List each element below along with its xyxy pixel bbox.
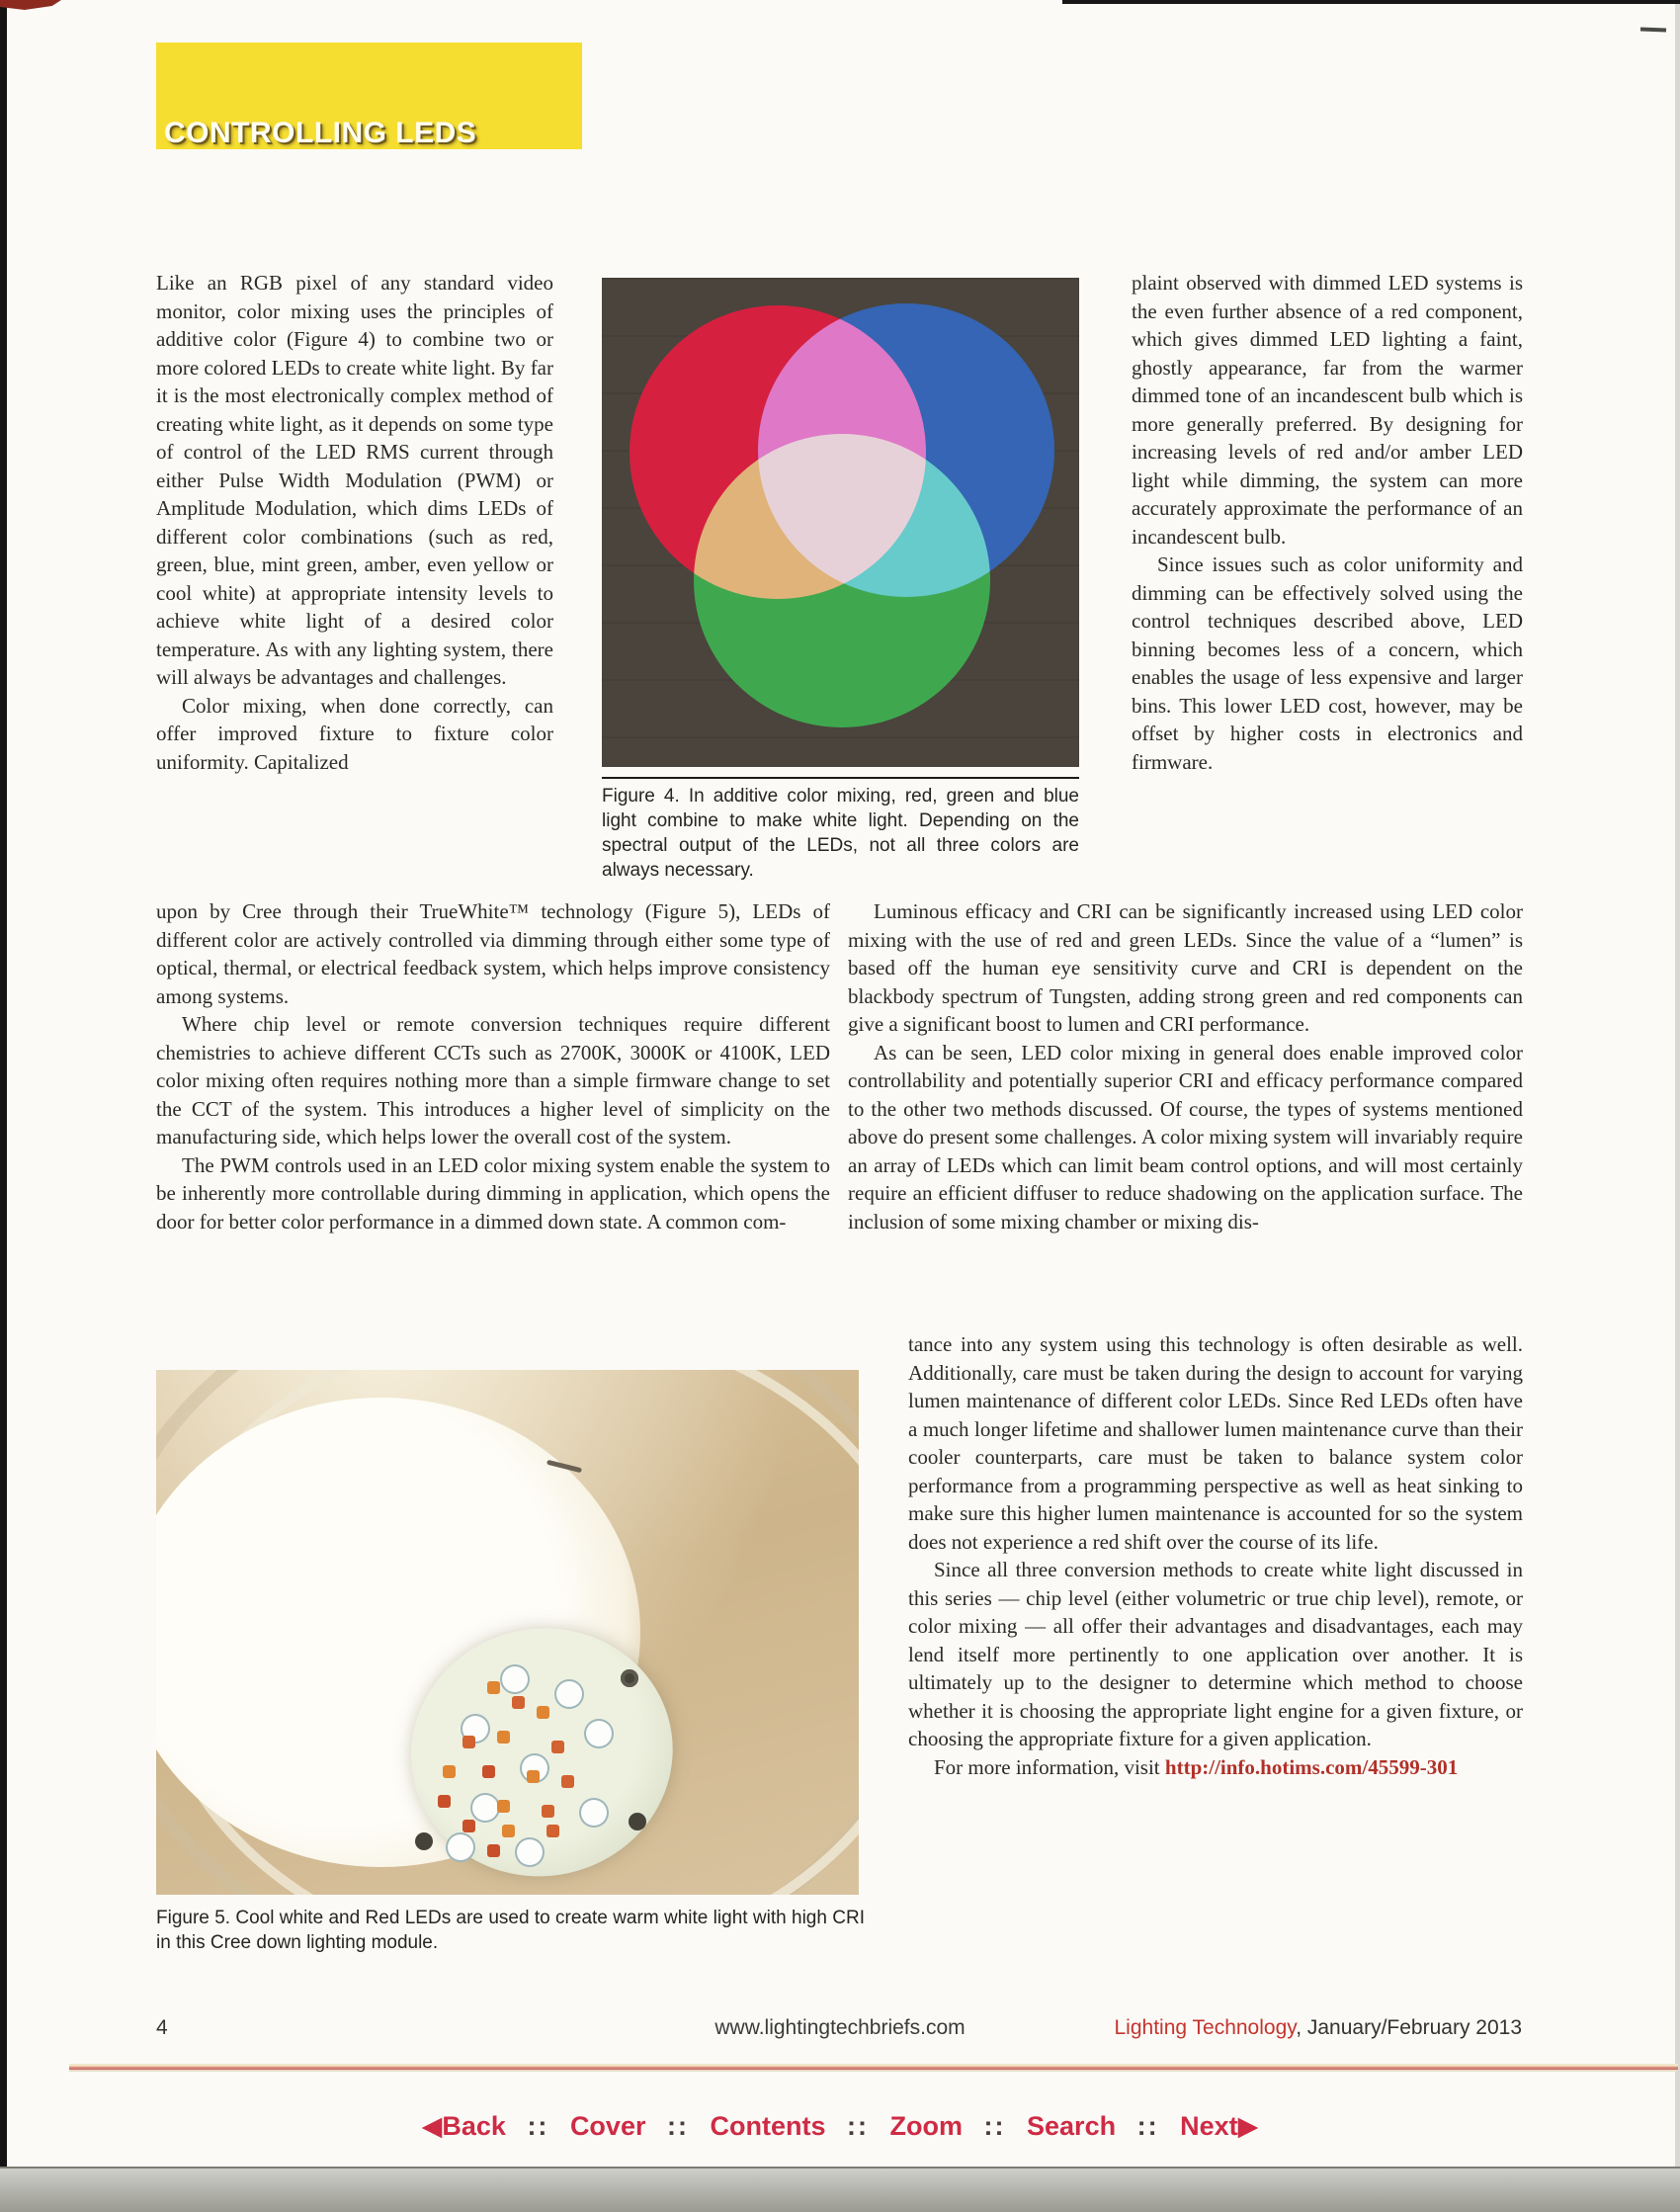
- scan-edge-right: [1675, 0, 1680, 2212]
- nav-cover[interactable]: Cover: [569, 2111, 646, 2141]
- body-paragraph: Like an RGB pixel of any standard video monitor, color mixing uses the principles of additive color (Figure 4) to combine two or more colored LEDs to create white light. By far it is the most electronically complex method of creating white light, as it depends on some type of control of the LED RMS current through either Pulse Width Modulation (PWM) or Amplitude Modulation, which dims LEDs of different color combinations (such as red, green, blue, mint green, amber, even yellow or cool white) at appropriate intensity levels to achieve white light of a desired color temperature. As with any lighting system, there will always be advantages and challenges.: [156, 271, 553, 689]
- page-title: CONTROLLING LEDS: [164, 117, 477, 149]
- column-mid-right: [848, 897, 1523, 1235]
- white-leds: [502, 1666, 528, 1692]
- column-left-top: [156, 269, 553, 776]
- column-mid-left: [156, 897, 830, 1235]
- red-led-chips: [487, 1681, 500, 1694]
- scan-edge-left: [0, 0, 7, 2212]
- viewer-nav-bar: [0, 2111, 1680, 2142]
- nav-separator: ::: [1136, 2111, 1159, 2141]
- footer-divider-rule: [69, 2064, 1678, 2072]
- footer-website: www.lightingtechbriefs.com: [714, 2016, 966, 2039]
- scan-mark-top-right: [1062, 0, 1680, 4]
- nav-separator: ::: [983, 2111, 1006, 2141]
- body-paragraph: Since issues such as color uniformity and dimming can be effectively solved using the control techniques described above, LED binning becomes less of a concern, which enables the usage of less expensive and larger bins. This lower LED cost, however, may be offset by higher costs in electronics and firmware.: [1132, 553, 1523, 774]
- body-paragraph: Color mixing, when done correctly, can offer improved fixture to fixture color uniformity. Capitalized: [156, 693, 553, 774]
- body-paragraph: Luminous efficacy and CRI can be significantly increased using LED color mixing with the use of red and green LEDs. Since the value of a “lumen” is based off the human eye sensitivity curve and CRI is dependent on the blackbody spectrum of Tungsten, adding strong green and red components can give a significant boost to lumen and CRI performance.: [848, 899, 1523, 1036]
- body-paragraph: As can be seen, LED color mixing in general does enable improved color controllability and potentially superior CRI and efficacy performance compared to the other two methods discussed. Of course, the types of systems mentioned above do present some challenges. A color mixing system will invariably require an array of LEDs which can limit beam control options, and will most certainly require an efficient diffuser to reduce shadowing on the application surface. The inclusion of some mixing chamber or mixing dis-: [848, 1040, 1523, 1234]
- info-hotims-link[interactable]: http://info.hotims.com/45599-301: [1164, 1754, 1459, 1779]
- nav-zoom[interactable]: Zoom: [889, 2111, 963, 2141]
- figure-4-additive-color-image: [602, 278, 1079, 767]
- nav-separator: ::: [847, 2111, 869, 2141]
- more-info-text: For more information, visit: [934, 1754, 1165, 1779]
- nav-separator: ::: [527, 2111, 549, 2141]
- section-banner: [156, 43, 582, 149]
- body-paragraph: upon by Cree through their TrueWhite™ technology (Figure 5), LEDs of different color are actively controlled via dimming through either some type of optical, thermal, or electrical feedback system, which helps improve consistency among systems.: [156, 899, 830, 1008]
- figure-5-module-photo: [156, 1370, 859, 1895]
- scan-mark-top-left: [0, 0, 61, 10]
- figure-4-caption: Figure 4. In additive color mixing, red, green and blue light combine to make white light. Depending on the spectral output of the LEDs, not all three colors are always necessary.: [602, 777, 1079, 883]
- body-paragraph: plaint observed with dimmed LED systems is the even further absence of a red component, which gives dimmed LED lighting a faint, ghostly appearance, far from the warmer dimmed tone of an incandescent bulb which is more generally preferred. By designing for increasing levels of red and/or amber LED light while dimming, the system can more accurately approximate the performance of an incandescent bulb.: [1132, 271, 1523, 549]
- nav-next[interactable]: Next▶: [1180, 2111, 1259, 2141]
- board-screws: [621, 1669, 638, 1687]
- rgb-venn-diagram: [602, 278, 1079, 767]
- column-right-lower: [908, 1330, 1523, 1781]
- green-circle: [694, 434, 990, 727]
- scan-mark-tick: [1640, 28, 1666, 33]
- body-paragraph: Since all three conversion methods to create white light discussed in this series — chip level (either volumetric or true chip level), remote, or color mixing — all offer their advantages and disadvantages, each may lend itself more pertinently to one application over another. It is ultimately up to the designer to determine which method to choose whether it is choosing the appropriate light engine for a given fixture, or choosing the appropriate fixture for a given application.: [908, 1558, 1523, 1750]
- nav-contents[interactable]: Contents: [710, 2111, 826, 2141]
- magazine-name: Lighting Technology: [1114, 2016, 1297, 2039]
- figure-5-caption: Figure 5. Cool white and Red LEDs are used to create warm white light with high CRI in this Cree down lighting module.: [156, 1908, 865, 1953]
- nav-search[interactable]: Search: [1027, 2111, 1117, 2141]
- issue-date: , January/February 2013: [1296, 2016, 1522, 2039]
- page-footer: [0, 2016, 1680, 2050]
- body-paragraph: Where chip level or remote conversion techniques require different chemistries to achieve different CCTs such as 2700K, 3000K or 4100K, LED color mixing often requires nothing more than a simple firmware change to set the CCT of the system. This introduces a higher level of simplicity on the manufacturing side, which helps lower the overall cost of the system.: [156, 1012, 830, 1149]
- body-paragraph: [908, 1753, 1523, 1782]
- body-paragraph: tance into any system using this technology is often desirable as well. Additionally, care must be taken during the design to account for varying lumen maintenance of different color LEDs. Since Red LEDs often have a much longer lifetime and shallower lumen maintenance curve than their cooler counterparts, care must be taken to balance system color performance from a programming perspective as well as heat sinking to make sure this higher lumen maintenance is accounted for so the system does not experience a red shift over the course of its life.: [908, 1332, 1523, 1554]
- footer-issue-info: [1115, 2016, 1523, 2040]
- body-paragraph: The PWM controls used in an LED color mixing system enable the system to be inherently more controllable during dimming in application, which opens the door for better color performance in a dimmed down state. A common com-: [156, 1152, 830, 1234]
- nav-back[interactable]: ◀Back: [421, 2111, 506, 2141]
- scan-bottom-strip: [0, 2167, 1680, 2212]
- nav-separator: ::: [666, 2111, 689, 2141]
- column-right-top: [1132, 269, 1523, 776]
- page-number: 4: [156, 2016, 168, 2039]
